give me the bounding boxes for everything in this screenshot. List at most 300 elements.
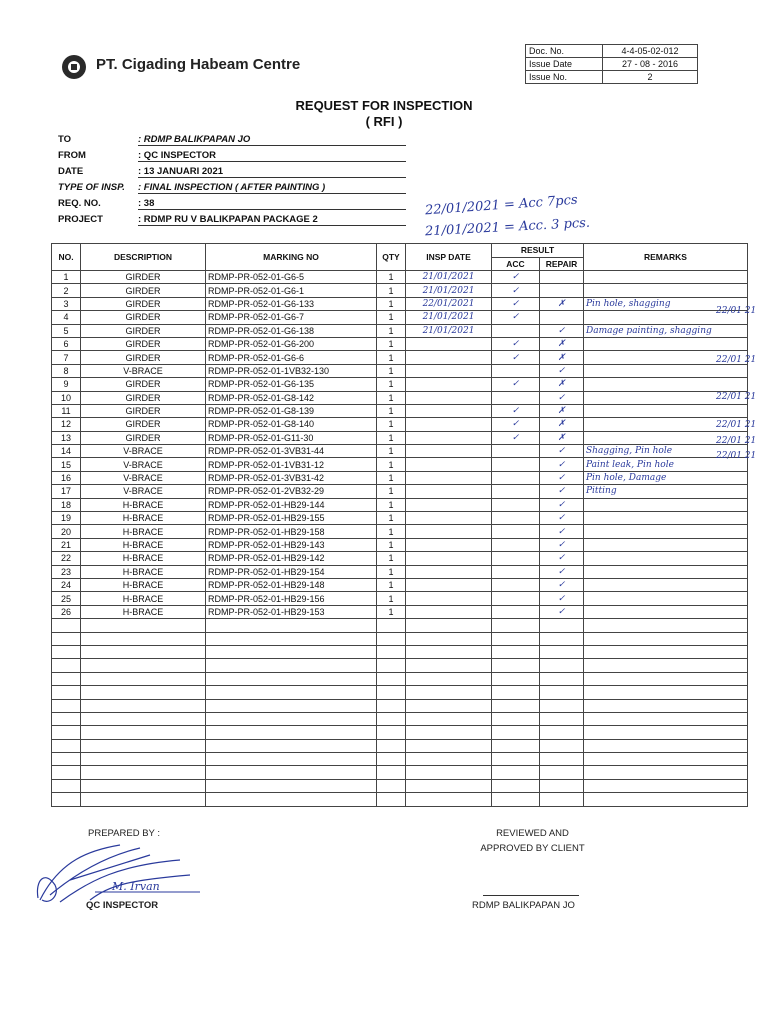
empty-cell xyxy=(377,619,406,632)
issue-date-label: Issue Date xyxy=(526,58,603,71)
cell-repair: ✓ xyxy=(540,324,584,337)
empty-cell xyxy=(540,645,584,658)
cell-marking-no: RDMP-PR-052-01-HB29-148 xyxy=(206,578,377,591)
cell-acc xyxy=(492,592,540,605)
empty-table-row xyxy=(52,779,748,792)
empty-cell xyxy=(540,779,584,792)
cell-repair: ✓ xyxy=(540,498,584,511)
empty-cell xyxy=(81,659,206,672)
cell-qty: 1 xyxy=(377,271,406,284)
empty-cell xyxy=(406,686,492,699)
issue-no-row xyxy=(526,71,698,84)
cell-qty: 1 xyxy=(377,578,406,591)
cell-qty: 1 xyxy=(377,458,406,471)
cell-insp-date xyxy=(406,525,492,538)
table-row xyxy=(52,284,748,297)
table-row xyxy=(52,552,748,565)
cell-repair xyxy=(540,271,584,284)
cell-repair: ✓ xyxy=(540,605,584,618)
cell-qty: 1 xyxy=(377,552,406,565)
cell-no: 3 xyxy=(52,297,81,310)
empty-table-row xyxy=(52,739,748,752)
empty-cell xyxy=(52,672,81,685)
empty-cell xyxy=(584,645,748,658)
doc-no-value: 4-4-05-02-012 xyxy=(603,45,698,58)
cell-qty: 1 xyxy=(377,445,406,458)
empty-cell xyxy=(406,659,492,672)
empty-cell xyxy=(492,699,540,712)
empty-cell xyxy=(377,659,406,672)
info-value: : 38 xyxy=(138,198,406,210)
empty-cell xyxy=(540,659,584,672)
empty-cell xyxy=(206,793,377,806)
cell-qty: 1 xyxy=(377,391,406,404)
cell-repair: ✗ xyxy=(540,337,584,350)
table-row xyxy=(52,445,748,458)
cell-remarks: Shagging, Pin hole xyxy=(584,445,748,458)
cell-insp-date xyxy=(406,431,492,444)
handwritten-note-1: 22/01/2021 = Acc 7pcs xyxy=(424,192,579,219)
table-row xyxy=(52,311,748,324)
cell-insp-date xyxy=(406,605,492,618)
side-note-5: 22/01 21 xyxy=(716,436,757,446)
cell-insp-date: 21/01/2021 xyxy=(406,311,492,324)
info-value: : 13 JANUARI 2021 xyxy=(138,166,406,178)
cell-insp-date xyxy=(406,445,492,458)
empty-cell xyxy=(81,632,206,645)
cell-repair: ✓ xyxy=(540,538,584,551)
header-insp-date: INSP DATE xyxy=(406,244,492,271)
cell-no: 14 xyxy=(52,445,81,458)
table-row xyxy=(52,512,748,525)
empty-cell xyxy=(406,739,492,752)
doc-no-row xyxy=(526,45,698,58)
cell-insp-date xyxy=(406,552,492,565)
empty-cell xyxy=(540,619,584,632)
cell-insp-date xyxy=(406,404,492,417)
empty-cell xyxy=(52,726,81,739)
empty-cell xyxy=(540,726,584,739)
table-row xyxy=(52,605,748,618)
cell-marking-no: RDMP-PR-052-01-HB29-143 xyxy=(206,538,377,551)
side-note-2: 22/01 21 xyxy=(716,355,757,365)
cell-no: 24 xyxy=(52,578,81,591)
empty-table-row xyxy=(52,753,748,766)
empty-cell xyxy=(377,712,406,725)
header-no: NO. xyxy=(52,244,81,271)
table-row xyxy=(52,324,748,337)
cell-description: H-BRACE xyxy=(81,578,206,591)
cell-repair: ✓ xyxy=(540,552,584,565)
empty-cell xyxy=(206,766,377,779)
cell-remarks xyxy=(584,552,748,565)
cell-acc xyxy=(492,458,540,471)
cell-remarks xyxy=(584,404,748,417)
cell-acc xyxy=(492,525,540,538)
cell-acc: ✓ xyxy=(492,297,540,310)
cell-description: GIRDER xyxy=(81,284,206,297)
cell-acc: ✓ xyxy=(492,404,540,417)
cell-no: 11 xyxy=(52,404,81,417)
info-label: TO xyxy=(58,134,72,145)
cell-description: GIRDER xyxy=(81,431,206,444)
cell-acc: ✓ xyxy=(492,431,540,444)
cell-repair xyxy=(540,311,584,324)
empty-cell xyxy=(81,672,206,685)
cell-description: GIRDER xyxy=(81,337,206,350)
cell-description: V-BRACE xyxy=(81,445,206,458)
table-row xyxy=(52,418,748,431)
empty-cell xyxy=(492,659,540,672)
table-row xyxy=(52,297,748,310)
cell-marking-no: RDMP-PR-052-01-G6-7 xyxy=(206,311,377,324)
cell-marking-no: RDMP-PR-052-01-HB29-156 xyxy=(206,592,377,605)
empty-cell xyxy=(81,779,206,792)
document-title xyxy=(0,98,768,130)
cell-description: V-BRACE xyxy=(81,485,206,498)
cell-repair: ✓ xyxy=(540,592,584,605)
table-row xyxy=(52,364,748,377)
cell-description: H-BRACE xyxy=(81,538,206,551)
empty-cell xyxy=(206,619,377,632)
table-row xyxy=(52,378,748,391)
cell-acc: ✓ xyxy=(492,418,540,431)
cell-insp-date xyxy=(406,498,492,511)
empty-table-row xyxy=(52,712,748,725)
empty-cell xyxy=(492,672,540,685)
client-name-label: RDMP BALIKPAPAN JO xyxy=(472,900,575,911)
empty-cell xyxy=(206,699,377,712)
empty-cell xyxy=(81,753,206,766)
empty-cell xyxy=(492,632,540,645)
empty-cell xyxy=(52,699,81,712)
empty-cell xyxy=(492,793,540,806)
side-note-3: 22/01 21 xyxy=(716,392,757,402)
reviewed-label: REVIEWED AND xyxy=(496,828,569,839)
cell-description: GIRDER xyxy=(81,324,206,337)
cell-description: H-BRACE xyxy=(81,552,206,565)
cell-no: 15 xyxy=(52,458,81,471)
empty-cell xyxy=(52,753,81,766)
cell-description: GIRDER xyxy=(81,404,206,417)
cell-repair: ✓ xyxy=(540,485,584,498)
cell-description: H-BRACE xyxy=(81,525,206,538)
cell-qty: 1 xyxy=(377,592,406,605)
empty-cell xyxy=(584,753,748,766)
cell-marking-no: RDMP-PR-052-01-HB29-142 xyxy=(206,552,377,565)
cell-acc: ✓ xyxy=(492,351,540,364)
empty-cell xyxy=(52,645,81,658)
empty-cell xyxy=(584,699,748,712)
cell-acc xyxy=(492,565,540,578)
cell-repair: ✓ xyxy=(540,458,584,471)
empty-cell xyxy=(584,686,748,699)
issue-date-value: 27 - 08 - 2016 xyxy=(603,58,698,71)
cell-no: 4 xyxy=(52,311,81,324)
cell-qty: 1 xyxy=(377,485,406,498)
empty-cell xyxy=(377,686,406,699)
header-acc: ACC xyxy=(492,257,540,271)
table-row xyxy=(52,431,748,444)
empty-cell xyxy=(584,779,748,792)
empty-cell xyxy=(406,632,492,645)
issue-no-value: 2 xyxy=(603,71,698,84)
cell-description: GIRDER xyxy=(81,351,206,364)
empty-cell xyxy=(540,632,584,645)
empty-cell xyxy=(206,659,377,672)
empty-cell xyxy=(492,726,540,739)
empty-table-row xyxy=(52,645,748,658)
cell-no: 22 xyxy=(52,552,81,565)
cell-remarks xyxy=(584,578,748,591)
empty-cell xyxy=(492,779,540,792)
empty-cell xyxy=(406,726,492,739)
handwritten-note-2: 21/01/2021 = Acc. 3 pcs. xyxy=(424,215,591,240)
empty-cell xyxy=(52,712,81,725)
empty-cell xyxy=(81,686,206,699)
table-row xyxy=(52,578,748,591)
empty-cell xyxy=(584,712,748,725)
cell-description: V-BRACE xyxy=(81,471,206,484)
cell-insp-date xyxy=(406,471,492,484)
empty-cell xyxy=(206,753,377,766)
cell-marking-no: RDMP-PR-052-01-G6-138 xyxy=(206,324,377,337)
cell-marking-no: RDMP-PR-052-01-G6-6 xyxy=(206,351,377,364)
empty-cell xyxy=(492,686,540,699)
cell-repair: ✗ xyxy=(540,297,584,310)
empty-cell xyxy=(81,793,206,806)
empty-cell xyxy=(81,712,206,725)
empty-cell xyxy=(406,672,492,685)
cell-insp-date xyxy=(406,364,492,377)
table-header-row xyxy=(52,244,748,258)
cell-qty: 1 xyxy=(377,284,406,297)
cell-no: 8 xyxy=(52,364,81,377)
inspection-table-wrapper xyxy=(51,243,748,807)
cell-marking-no: RDMP-PR-052-01-G8-140 xyxy=(206,418,377,431)
table-row xyxy=(52,471,748,484)
empty-cell xyxy=(540,766,584,779)
cell-insp-date xyxy=(406,592,492,605)
header-description: DESCRIPTION xyxy=(81,244,206,271)
cell-repair: ✗ xyxy=(540,351,584,364)
cell-no: 19 xyxy=(52,512,81,525)
cell-qty: 1 xyxy=(377,324,406,337)
empty-cell xyxy=(206,686,377,699)
empty-cell xyxy=(377,632,406,645)
table-row xyxy=(52,337,748,350)
cell-description: H-BRACE xyxy=(81,498,206,511)
header-repair: REPAIR xyxy=(540,257,584,271)
prepared-by-label: PREPARED BY : xyxy=(88,828,160,839)
cell-qty: 1 xyxy=(377,498,406,511)
cell-no: 12 xyxy=(52,418,81,431)
info-value: : RDMP RU V BALIKPAPAN PACKAGE 2 xyxy=(138,214,406,226)
cell-acc: ✓ xyxy=(492,271,540,284)
empty-cell xyxy=(206,672,377,685)
info-label: DATE xyxy=(58,166,84,177)
cell-qty: 1 xyxy=(377,311,406,324)
empty-table-row xyxy=(52,699,748,712)
cell-no: 7 xyxy=(52,351,81,364)
empty-cell xyxy=(206,779,377,792)
empty-cell xyxy=(81,619,206,632)
empty-cell xyxy=(584,739,748,752)
table-row xyxy=(52,404,748,417)
cell-no: 10 xyxy=(52,391,81,404)
cell-repair: ✓ xyxy=(540,578,584,591)
cell-remarks: Damage painting, shagging xyxy=(584,324,748,337)
cell-insp-date: 21/01/2021 xyxy=(406,284,492,297)
title-line-2: ( RFI ) xyxy=(365,114,403,129)
cell-marking-no: RDMP-PR-052-01-G6-200 xyxy=(206,337,377,350)
side-note-6: 22/01 21 xyxy=(716,451,757,461)
cell-qty: 1 xyxy=(377,418,406,431)
cell-insp-date: 21/01/2021 xyxy=(406,324,492,337)
empty-cell xyxy=(377,672,406,685)
cell-no: 21 xyxy=(52,538,81,551)
empty-cell xyxy=(377,739,406,752)
empty-cell xyxy=(406,619,492,632)
cell-repair: ✓ xyxy=(540,471,584,484)
empty-cell xyxy=(540,739,584,752)
client-signature-line xyxy=(483,895,579,896)
cell-marking-no: RDMP-PR-052-01-G11-30 xyxy=(206,431,377,444)
cell-insp-date: 22/01/2021 xyxy=(406,297,492,310)
cell-remarks xyxy=(584,525,748,538)
empty-cell xyxy=(206,712,377,725)
cell-no: 6 xyxy=(52,337,81,350)
inspection-table xyxy=(51,243,748,807)
cell-remarks xyxy=(584,284,748,297)
cell-marking-no: RDMP-PR-052-01-G6-133 xyxy=(206,297,377,310)
empty-cell xyxy=(377,645,406,658)
cell-description: GIRDER xyxy=(81,378,206,391)
cell-insp-date xyxy=(406,418,492,431)
empty-cell xyxy=(206,739,377,752)
empty-cell xyxy=(492,645,540,658)
cell-no: 20 xyxy=(52,525,81,538)
empty-cell xyxy=(540,712,584,725)
table-row xyxy=(52,485,748,498)
cell-qty: 1 xyxy=(377,471,406,484)
cell-description: V-BRACE xyxy=(81,364,206,377)
empty-table-row xyxy=(52,619,748,632)
title-line-1: REQUEST FOR INSPECTION xyxy=(295,98,473,113)
cell-qty: 1 xyxy=(377,364,406,377)
cell-description: H-BRACE xyxy=(81,565,206,578)
cell-repair xyxy=(540,284,584,297)
cell-acc xyxy=(492,445,540,458)
cell-no: 26 xyxy=(52,605,81,618)
empty-cell xyxy=(540,672,584,685)
empty-cell xyxy=(52,779,81,792)
empty-cell xyxy=(584,726,748,739)
cell-insp-date xyxy=(406,578,492,591)
empty-table-row xyxy=(52,793,748,806)
cell-description: GIRDER xyxy=(81,418,206,431)
empty-table-row xyxy=(52,686,748,699)
cell-repair: ✓ xyxy=(540,565,584,578)
empty-cell xyxy=(377,753,406,766)
cell-marking-no: RDMP-PR-052-01-G8-139 xyxy=(206,404,377,417)
empty-cell xyxy=(584,672,748,685)
empty-table-row xyxy=(52,672,748,685)
table-row xyxy=(52,498,748,511)
empty-cell xyxy=(52,739,81,752)
info-label: TYPE OF INSP. xyxy=(58,182,125,193)
header-remarks: REMARKS xyxy=(584,244,748,271)
info-value: : FINAL INSPECTION ( AFTER PAINTING ) xyxy=(138,182,406,194)
empty-cell xyxy=(584,619,748,632)
header-marking-no: MARKING NO xyxy=(206,244,377,271)
cell-repair: ✗ xyxy=(540,418,584,431)
cell-no: 2 xyxy=(52,284,81,297)
cell-repair: ✓ xyxy=(540,445,584,458)
table-row xyxy=(52,391,748,404)
cell-marking-no: RDMP-PR-052-01-3VB31-42 xyxy=(206,471,377,484)
empty-cell xyxy=(81,699,206,712)
cell-remarks xyxy=(584,565,748,578)
empty-cell xyxy=(406,699,492,712)
empty-cell xyxy=(206,632,377,645)
doc-no-label: Doc. No. xyxy=(526,45,603,58)
cell-acc xyxy=(492,512,540,525)
cell-remarks xyxy=(584,592,748,605)
cell-acc xyxy=(492,324,540,337)
issue-date-row xyxy=(526,58,698,71)
table-body xyxy=(52,271,748,807)
cell-remarks xyxy=(584,538,748,551)
cell-description: GIRDER xyxy=(81,271,206,284)
side-note-4: 22/01 21 xyxy=(716,420,757,430)
cell-qty: 1 xyxy=(377,605,406,618)
empty-cell xyxy=(492,753,540,766)
cell-repair: ✗ xyxy=(540,404,584,417)
cell-insp-date xyxy=(406,512,492,525)
empty-cell xyxy=(540,793,584,806)
cell-no: 9 xyxy=(52,378,81,391)
cell-insp-date xyxy=(406,337,492,350)
empty-cell xyxy=(492,712,540,725)
cell-acc xyxy=(492,552,540,565)
cell-acc: ✓ xyxy=(492,284,540,297)
table-row xyxy=(52,538,748,551)
cell-marking-no: RDMP-PR-052-01-HB29-155 xyxy=(206,512,377,525)
cell-no: 5 xyxy=(52,324,81,337)
empty-cell xyxy=(584,766,748,779)
cell-description: H-BRACE xyxy=(81,512,206,525)
cell-insp-date: 21/01/2021 xyxy=(406,271,492,284)
cell-remarks: Pin hole, Damage xyxy=(584,471,748,484)
cell-no: 17 xyxy=(52,485,81,498)
empty-cell xyxy=(81,739,206,752)
cell-repair: ✓ xyxy=(540,512,584,525)
cell-acc xyxy=(492,538,540,551)
cell-qty: 1 xyxy=(377,565,406,578)
cell-marking-no: RDMP-PR-052-01-G6-135 xyxy=(206,378,377,391)
empty-cell xyxy=(52,632,81,645)
empty-cell xyxy=(584,659,748,672)
empty-cell xyxy=(492,739,540,752)
cell-acc xyxy=(492,498,540,511)
cell-repair: ✗ xyxy=(540,378,584,391)
empty-cell xyxy=(540,753,584,766)
cell-acc xyxy=(492,391,540,404)
side-note-1: 22/01 21 xyxy=(716,306,757,316)
empty-cell xyxy=(81,766,206,779)
cell-remarks: Paint leak, Pin hole xyxy=(584,458,748,471)
